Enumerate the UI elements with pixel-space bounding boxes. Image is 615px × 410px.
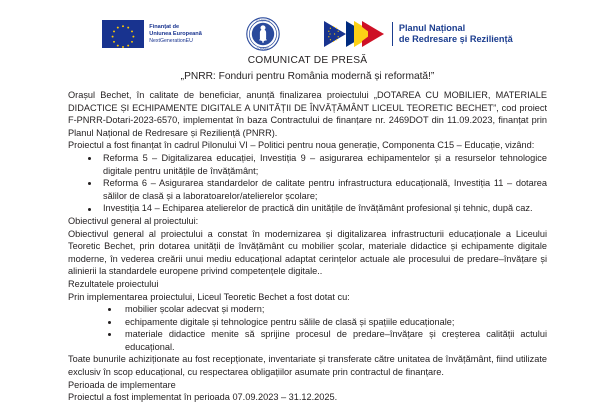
reform-bullet-list <box>68 152 547 215</box>
heading-period: Perioada de implementare <box>68 379 176 390</box>
pnrr-triangles-svg <box>324 19 386 49</box>
eu-label-line2: Uniunea Europeană <box>149 30 202 37</box>
pnrr-label-line2: de Redresare și Reziliență <box>398 34 513 44</box>
header-logo-strip <box>0 0 615 51</box>
list-item: mobilier școlar adecvat și modern; <box>68 303 547 316</box>
page-subtitle: „PNRR: Fonduri pentru România modernă și reformată!” <box>180 71 435 82</box>
svg-text:GUVERNUL: GUVERNUL <box>255 19 271 23</box>
eu-stars-icon <box>102 20 144 48</box>
svg-text:ROMÂNIEI: ROMÂNIEI <box>256 47 270 51</box>
page-title: COMUNICAT DE PRESĂ <box>247 55 368 66</box>
european-union-flag-icon <box>102 20 144 48</box>
paragraph-intro: Orașul Bechet, în calitate de beneficiar, anunță finalizarea proiectului „DOTAREA CU MOBILIER, MATERIALE DIDACTICE ȘI ECHIPAMENTE DIGITALE A UNITĂȚII DE ÎNVĂȚĂMÂNT LICEUL TEORETIC BECHET”, cod proiect F-PNRR-Dotari-2023-6570, implementat în baza Contractului de finanțare nr. 2469DOT din 11.09.2023, finanțat prin Planul Național de Redresare și Reziliență (PNRR). <box>68 90 547 138</box>
document-content <box>0 55 615 404</box>
gov-seal-svg <box>246 17 280 51</box>
eu-funding-logo <box>102 20 202 48</box>
eu-label-line1: Finanțat de <box>149 24 180 31</box>
list-item: Reforma 6 – Asigurarea standardelor de calitate pentru infrastructura educațională, Investiția 11 – dotarea sălilor de clasă și a laboratoarelor/atelierelor școlare; <box>68 177 547 202</box>
guvernul-romaniei-seal-icon <box>246 17 280 51</box>
pnrr-divider <box>392 22 393 46</box>
paragraph-period: Proiectul a fost implementat în perioada 07.09.2023 – 31.12.2025. <box>68 392 338 403</box>
paragraph-objective: Obiectivul general al proiectului a constat în modernizarea și digitalizarea infrastructurii educaționale a Liceului Teoretic Bechet, prin dotarea unității de învățământ cu mobilier școlar, materiale didactice și echipamente digitale moderne, în vederea creării unui mediu educațional adaptat cerințelor actuale ale procesului de predare–învățare și alinierii la standardele europene privind competențele digitale.. <box>68 228 547 277</box>
paragraph-results-intro: Prin implementarea proiectului, Liceul Teoretic Bechet a fost dotat cu: <box>68 291 350 302</box>
list-item: materiale didactice menite să sprijine procesul de predare–învățare și creșterea calității actului educațional. <box>68 328 547 353</box>
list-item: Reforma 5 – Digitalizarea educației, Investiția 9 – asigurarea echipamentelor și a resurselor tehnologice digitale pentru unitățile de învățământ; <box>68 152 547 177</box>
pnrr-arrow-marks-icon <box>324 19 386 49</box>
results-bullet-list <box>68 303 547 353</box>
list-item: Investiția 14 – Echiparea atelierelor de practică din unitățile de învățământ profesional și tehnic, după caz. <box>68 202 547 215</box>
list-item: echipamente digitale și tehnologice pentru sălile de clasă și spațiile educaționale; <box>68 316 547 329</box>
paragraph-goods: Toate bunurile achiziționate au fost recepționate, inventariate și transferate către unitatea de învățământ, fiind utilizate exclusiv în scop educațional, cu respectarea obligațiilor asumate prin contractul de finanțare. <box>68 354 547 378</box>
eu-label-line3: NextGenerationEU <box>149 37 193 44</box>
heading-objective: Obiectivul general al proiectului: <box>68 215 199 226</box>
pnrr-label-line1: Planul Național <box>398 22 466 33</box>
pnrr-logo <box>324 19 513 49</box>
heading-results: Rezultatele proiectului <box>68 278 159 289</box>
eu-funding-label <box>149 24 202 43</box>
pnrr-label <box>399 23 513 46</box>
paragraph-pillar: Proiectul a fost finanțat în cadrul Pilonului VI – Politici pentru noua generație, Componenta C15 – Educație, vizând: <box>68 140 535 151</box>
